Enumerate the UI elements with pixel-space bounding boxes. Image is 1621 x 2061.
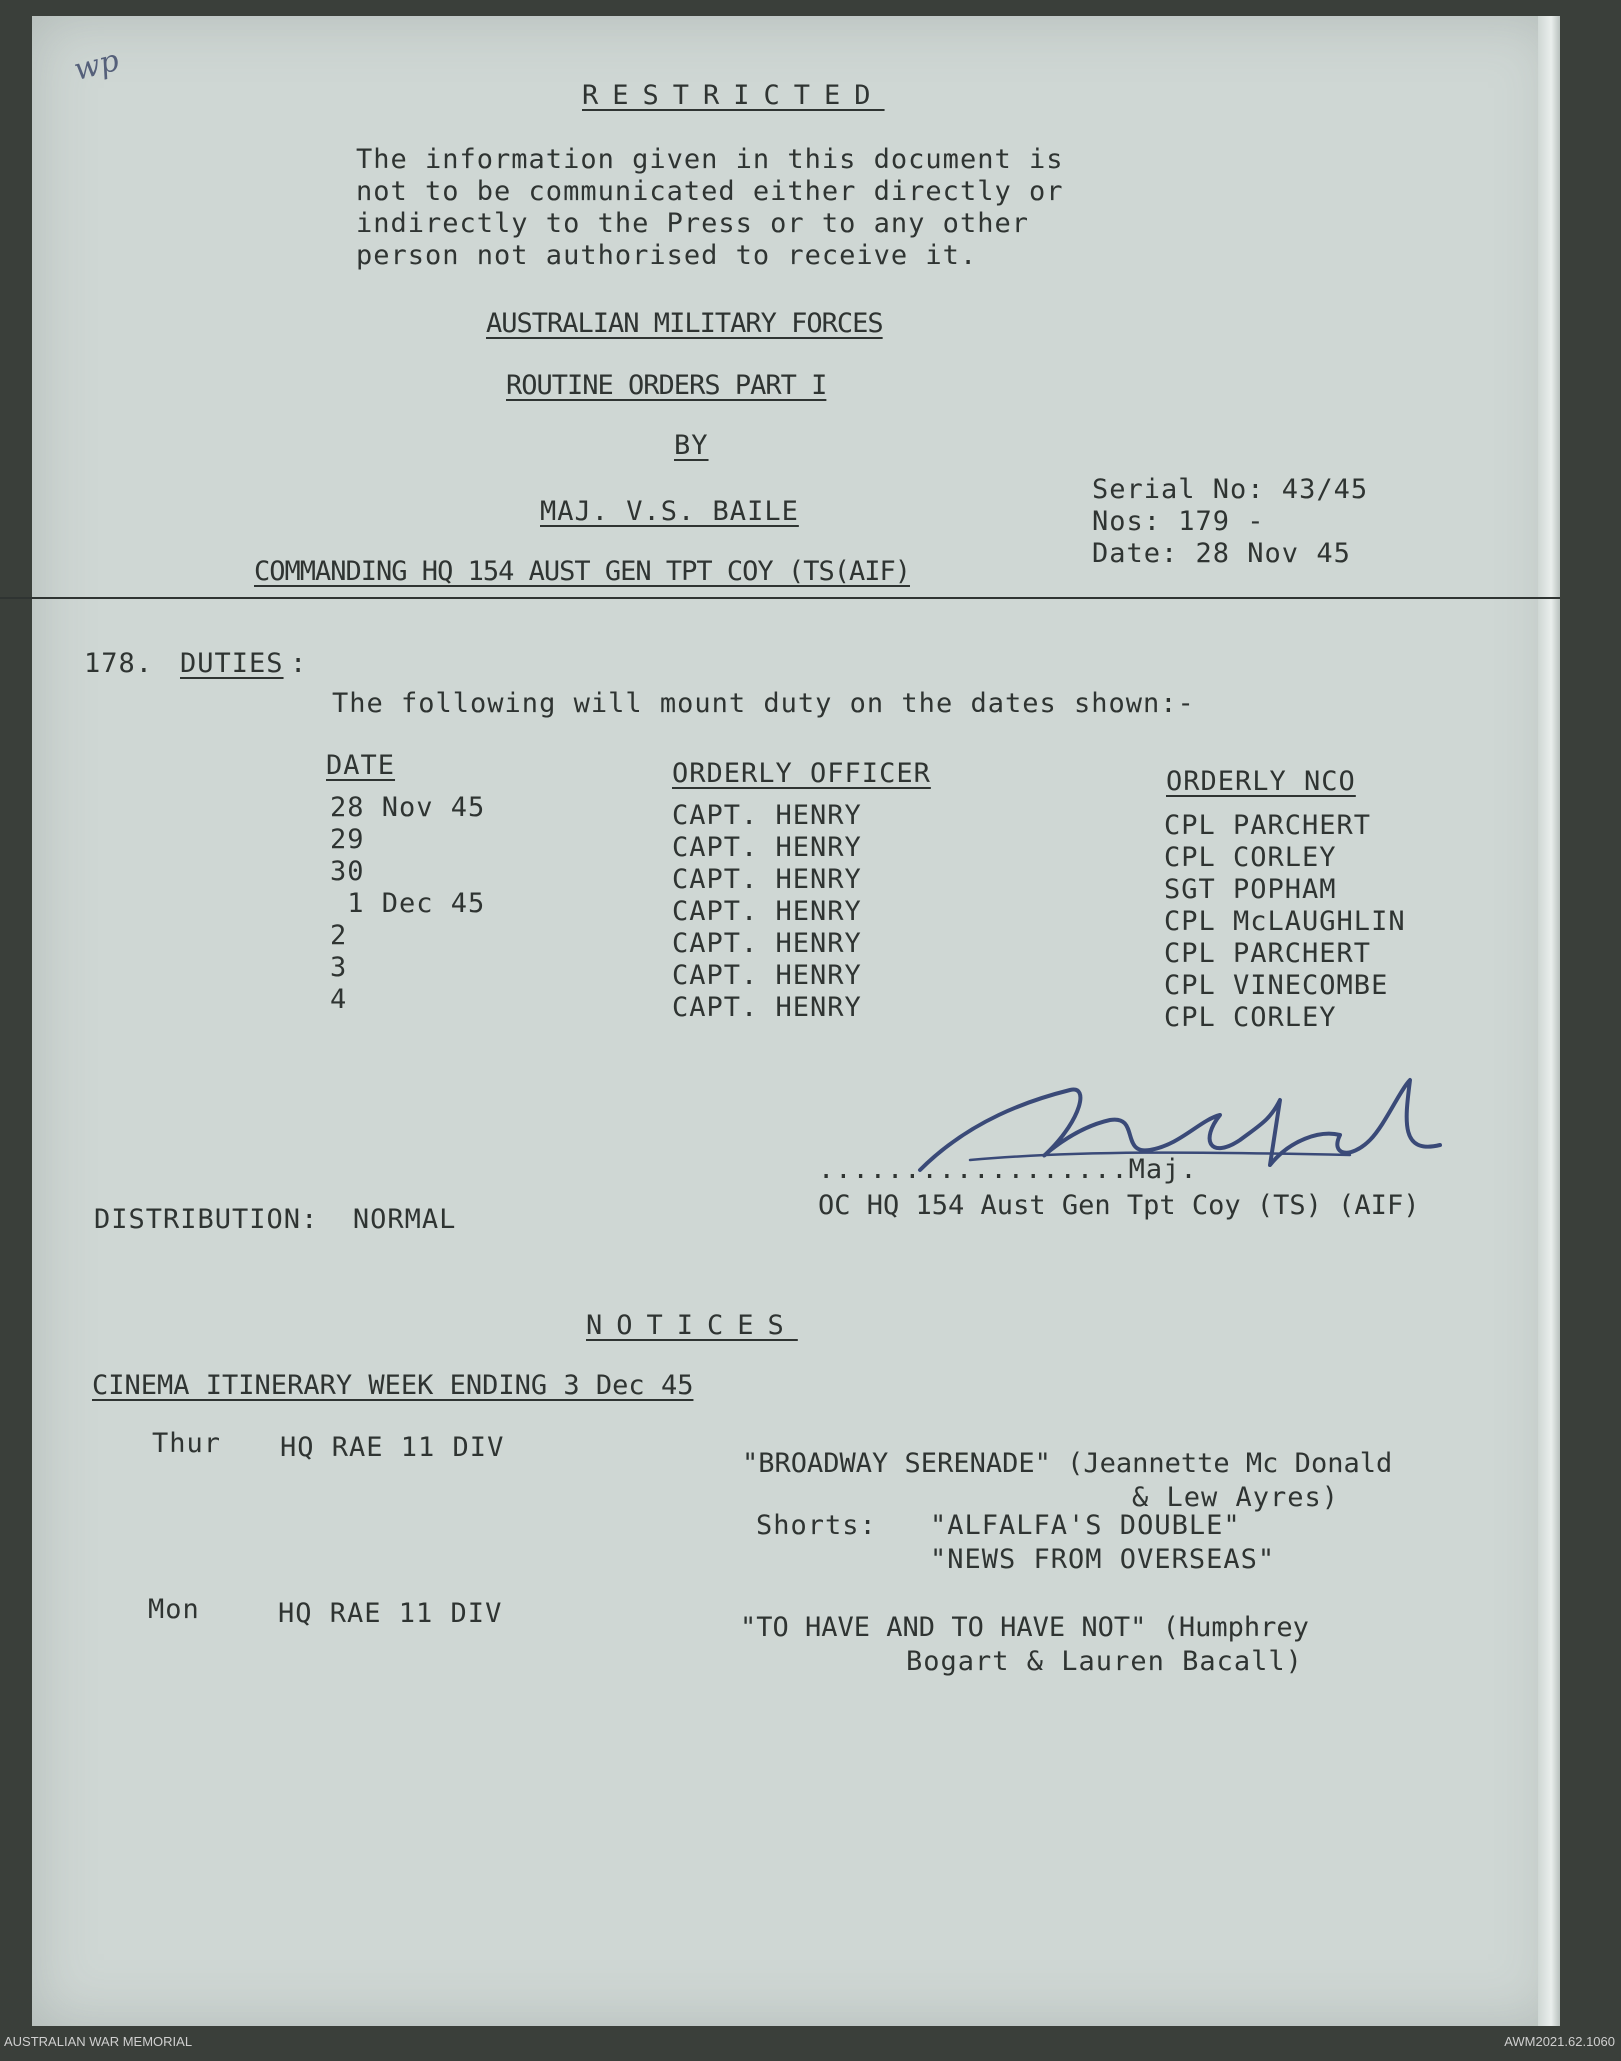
notice-film-cast: & Lew Ayres): [1132, 1482, 1340, 1513]
table-row-date: 3: [330, 952, 348, 983]
notice-venue: HQ RAE 11 DIV: [278, 1598, 503, 1629]
table-row-officer: CAPT. HENRY: [672, 992, 862, 1023]
commanding-officer: MAJ. V.S. BAILE: [540, 496, 799, 527]
duties-intro: The following will mount duty on the dates shown:-: [332, 688, 1195, 719]
column-header-date: DATE: [326, 750, 396, 781]
table-row-date: 29: [330, 824, 365, 855]
force-title: AUSTRALIAN MILITARY FORCES: [486, 308, 883, 339]
table-row-nco: CPL McLAUGHLIN: [1164, 906, 1406, 937]
duties-heading: DUTIES: [180, 648, 284, 679]
warning-line: The information given in this document is: [356, 144, 1064, 175]
warning-line: person not authorised to receive it.: [356, 240, 978, 271]
handwritten-annotation: wp: [70, 43, 123, 88]
distribution: DISTRIBUTION: NORMAL: [94, 1204, 457, 1235]
paper-edge: [1538, 16, 1560, 2026]
column-header-officer: ORDERLY OFFICER: [672, 758, 931, 789]
table-row-date: 30: [330, 856, 365, 887]
by-label: BY: [674, 430, 709, 461]
table-row-officer: CAPT. HENRY: [672, 928, 862, 959]
signature-title: OC HQ 154 Aust Gen Tpt Coy (TS) (AIF): [818, 1190, 1420, 1221]
table-row-officer: CAPT. HENRY: [672, 832, 862, 863]
order-numbers: Nos: 179 -: [1092, 506, 1265, 537]
notice-day: Mon: [148, 1594, 200, 1625]
command-unit: COMMANDING HQ 154 AUST GEN TPT COY (TS(AIF): [254, 556, 910, 587]
table-row-officer: CAPT. HENRY: [672, 800, 862, 831]
order-type: ROUTINE ORDERS PART I: [506, 370, 827, 401]
warning-line: indirectly to the Press or to any other: [356, 208, 1029, 239]
table-row-date: 4: [330, 984, 348, 1015]
warning-line: not to be communicated either directly or: [356, 176, 1064, 207]
header-divider: [0, 597, 1560, 599]
table-row-nco: CPL PARCHERT: [1164, 938, 1372, 969]
table-row-officer: CAPT. HENRY: [672, 896, 862, 927]
notice-venue: HQ RAE 11 DIV: [280, 1432, 505, 1463]
notice-film-cast: Bogart & Lauren Bacall): [906, 1646, 1303, 1677]
table-row-nco: CPL CORLEY: [1164, 1002, 1337, 1033]
duty-date-column: [330, 792, 485, 1016]
table-row-officer: CAPT. HENRY: [672, 960, 862, 991]
duties-colon: :: [290, 648, 308, 679]
table-row-officer: CAPT. HENRY: [672, 864, 862, 895]
table-row-nco: CPL VINECOMBE: [1164, 970, 1389, 1001]
table-row-date: 28 Nov 45: [330, 792, 486, 823]
table-row-nco: CPL CORLEY: [1164, 842, 1337, 873]
column-header-nco: ORDERLY NCO: [1166, 766, 1356, 797]
notice-film: "TO HAVE AND TO HAVE NOT" (Humphrey: [740, 1612, 1309, 1643]
notice-short-film: "ALFALFA'S DOUBLE": [930, 1510, 1241, 1541]
restriction-warning: [356, 144, 1063, 272]
serial-block: [1092, 474, 1368, 570]
duty-officer-column: [672, 800, 862, 1024]
table-row-date: 1 Dec 45: [330, 888, 486, 919]
archive-credit: AUSTRALIAN WAR MEMORIAL: [4, 2034, 193, 2049]
serial-number: Serial No: 43/45: [1092, 474, 1369, 505]
duty-item-number: 178.: [84, 648, 154, 679]
notice-short-film: "NEWS FROM OVERSEAS": [930, 1544, 1276, 1575]
classification-heading: RESTRICTED: [582, 80, 885, 111]
duty-nco-column: [1164, 810, 1406, 1034]
order-date: Date: 28 Nov 45: [1092, 538, 1351, 569]
table-row-date: 2: [330, 920, 348, 951]
notice-shorts-label: Shorts:: [756, 1510, 877, 1541]
notice-day: Thur: [152, 1428, 222, 1459]
notices-subheading: CINEMA ITINERARY WEEK ENDING 3 Dec 45: [92, 1370, 694, 1401]
notice-film: "BROADWAY SERENADE" (Jeannette Mc Donald: [742, 1448, 1393, 1479]
signature-line: ..................Maj.: [818, 1154, 1198, 1185]
archive-reference: AWM2021.62.1060: [1504, 2034, 1615, 2049]
notices-heading: NOTICES: [586, 1310, 798, 1341]
table-row-nco: CPL PARCHERT: [1164, 810, 1372, 841]
table-row-nco: SGT POPHAM: [1164, 874, 1337, 905]
